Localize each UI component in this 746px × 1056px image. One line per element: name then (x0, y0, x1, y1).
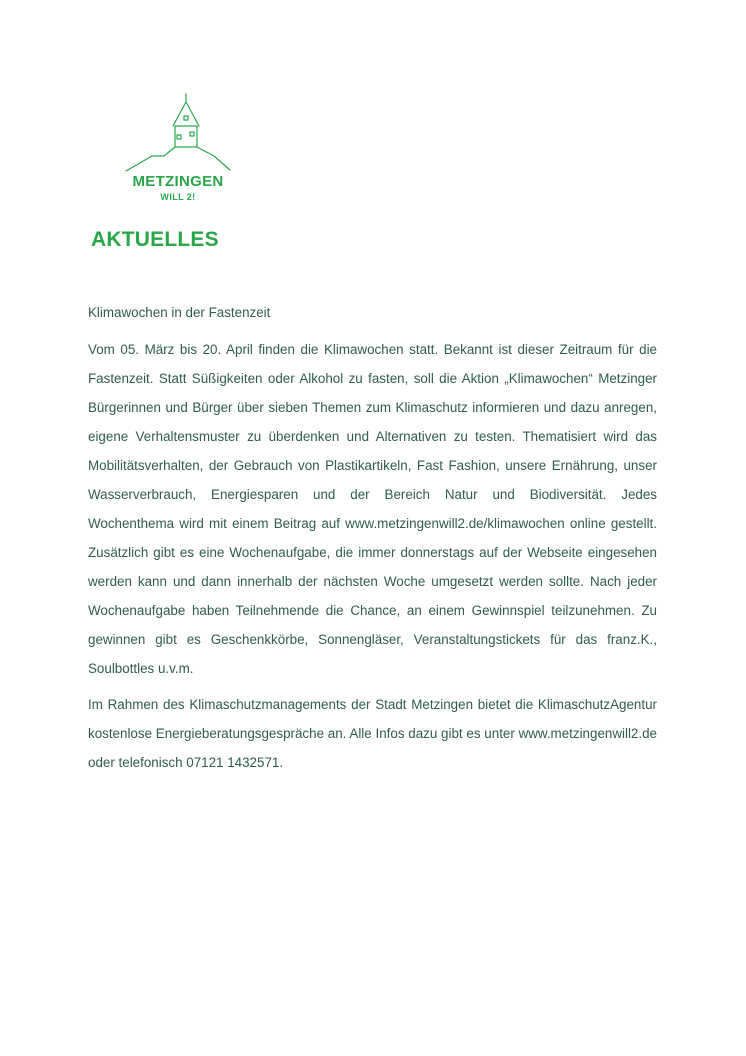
church-tower-icon (122, 92, 234, 174)
article-paragraph: Vom 05. März bis 20. April finden die Klimawochen statt. Bekannt ist dieser Zeitraum für die Fastenzeit. Statt Süßigkeiten oder Alkohol zu fasten, soll die Aktion „Klimawochen“ Metzinger Bürgerinnen und Bürger über sieben Themen zum Klimaschutz informieren und dazu anregen, eigene Verhaltensmuster zu überdenken und Alternativen zu testen. Thematisiert wird das Mobilitätsverhalten, der Gebrauch von Plastikartikeln, Fast Fashion, unsere Ernährung, unser Wasserverbrauch, Energiesparen und der Bereich Natur und Biodiversität. Jedes Wochenthema wird mit einem Beitrag auf www.metzingenwill2.de/klimawochen online gestellt. Zusätzlich gibt es eine Wochenaufgabe, die immer donnerstags auf der Webseite eingesehen werden kann und dann innerhalb der nächsten Woche umgesetzt werden sollte. Nach jeder Wochenaufgabe haben Teilnehmende die Chance, an einem Gewinnspiel teilzunehmen. Zu gewinnen gibt es Geschenkkörbe, Sonnengläser, Veranstaltungstickets für das franz.K., Soulbottles u.v.m. (88, 342, 657, 676)
article (88, 300, 657, 784)
metzingen-logo (122, 92, 234, 204)
section-title: AKTUELLES (91, 228, 219, 251)
article-heading: Klimawochen in der Fastenzeit (88, 305, 271, 320)
article-paragraph: Im Rahmen des Klimaschutzmanagements der Stadt Metzingen bietet die KlimaschutzAgentur kostenlose Energieberatungsgespräche an. Alle Infos dazu gibt es unter www.metzingenwill2.de oder telefonisch 07121 1432571. (88, 697, 657, 770)
logo-tagline: WILL 2! (160, 192, 196, 202)
logo-title: METZINGEN (132, 173, 224, 190)
